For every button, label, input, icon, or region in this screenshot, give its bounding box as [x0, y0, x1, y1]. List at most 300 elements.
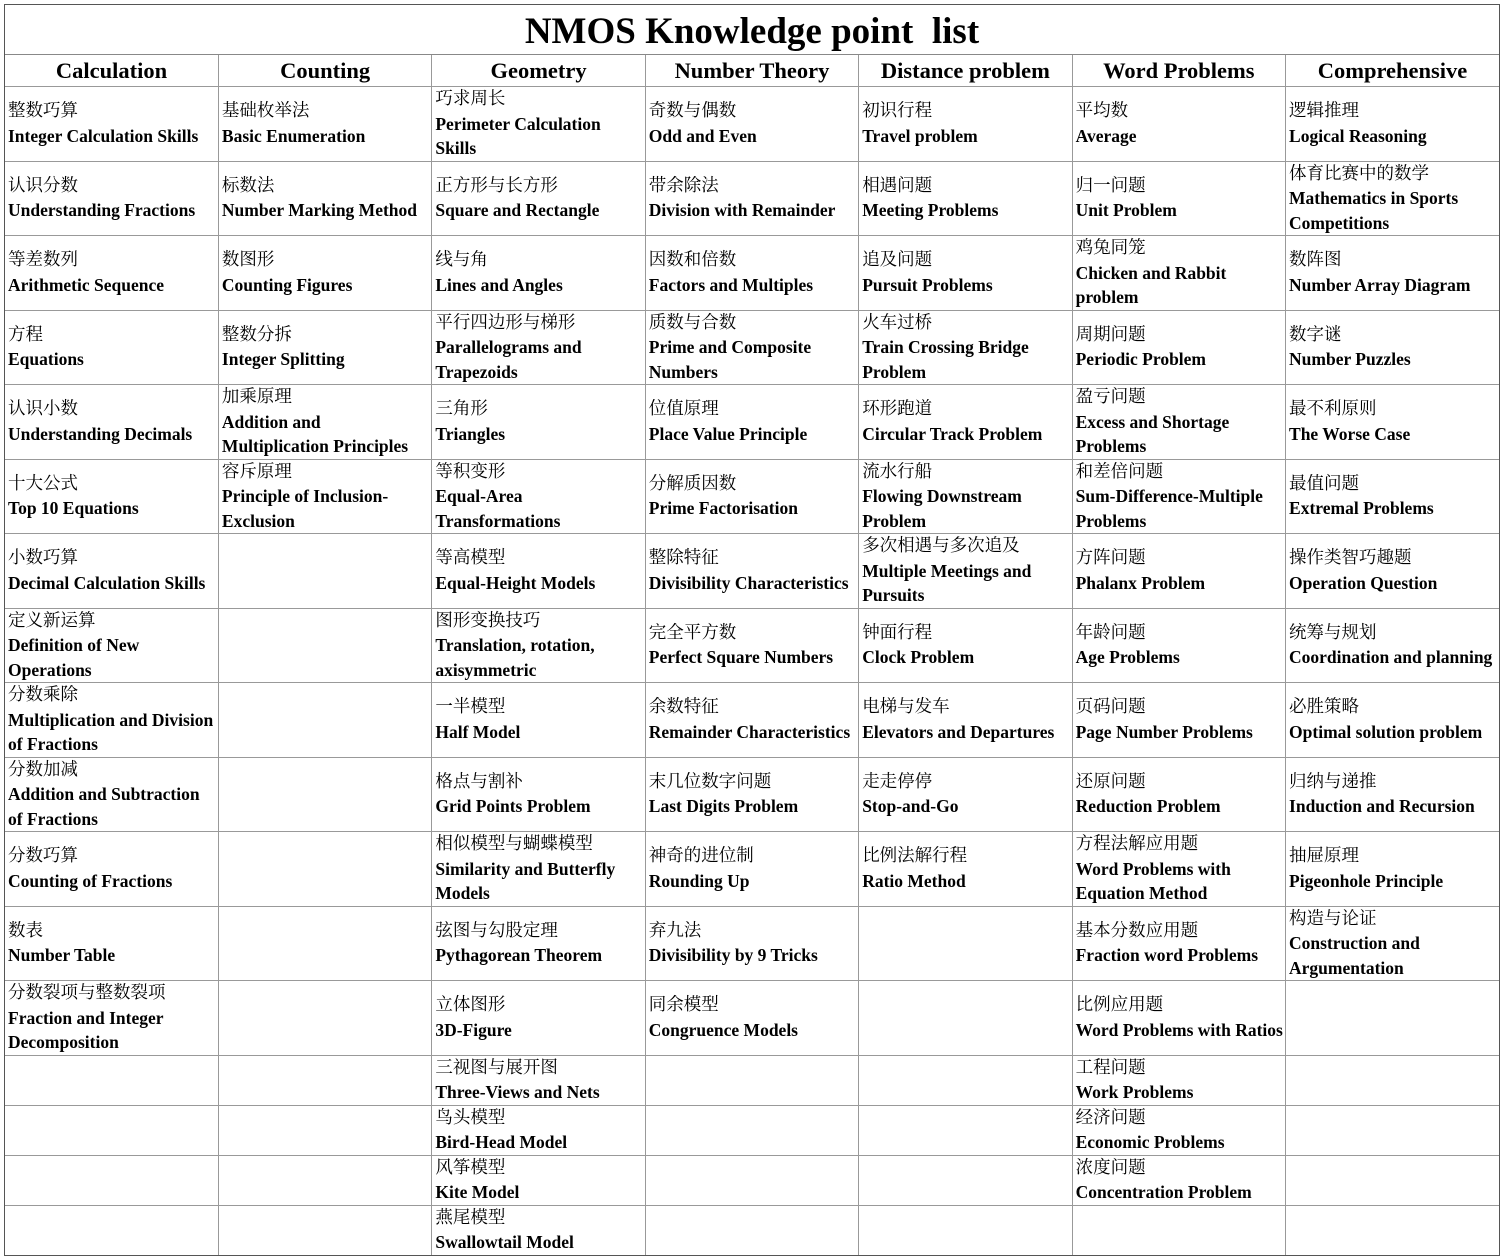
topic-chinese: 基础枚举法 [221, 101, 310, 122]
table-cell [1286, 981, 1499, 1056]
topic-english: Lines and Angles [435, 274, 563, 295]
topic-chinese: 经济问题 [1075, 1107, 1146, 1128]
topic-chinese: 风筝模型 [435, 1157, 506, 1178]
table-cell [1072, 906, 1285, 981]
topic-chinese: 加乘原理 [221, 387, 292, 407]
table-cell [645, 683, 858, 758]
topic-english: Counting Figures [221, 274, 353, 295]
table-cell [859, 1155, 1072, 1205]
table-cell [218, 757, 431, 832]
topic-chinese: 工程问题 [1075, 1057, 1146, 1078]
topic-chinese: 认识分数 [8, 175, 78, 196]
table-cell [645, 236, 858, 311]
table-cell [1286, 459, 1499, 534]
topic-english: Understanding Decimals [8, 423, 193, 444]
topic-english: Basic Enumeration [221, 125, 366, 146]
table-cell [1072, 1105, 1285, 1155]
table-cell [645, 1155, 858, 1205]
topic-english: Square and Rectangle [435, 200, 600, 221]
table-cell [859, 161, 1072, 236]
table-cell [432, 981, 645, 1056]
table-cell [218, 1055, 431, 1105]
topic-english: Fraction word Problems [1075, 945, 1259, 966]
topic-english: Meeting Problems [862, 200, 999, 221]
table-cell [218, 906, 431, 981]
topic-english: Page Number Problems [1075, 721, 1253, 742]
table-row [5, 608, 1499, 683]
table-cell [859, 1205, 1072, 1255]
topic-english: Addition and Subtraction of Fractions [8, 784, 200, 829]
topic-chinese: 归纳与递推 [1289, 771, 1377, 792]
topic-chinese: 燕尾模型 [435, 1207, 506, 1228]
topic-chinese: 定义新运算 [8, 610, 96, 631]
topic-chinese: 页码问题 [1075, 697, 1146, 718]
topic-english: Integer Calculation Skills [8, 125, 199, 146]
topic-chinese: 基本分数应用题 [1075, 920, 1199, 941]
topic-english: Definition of New Operations [8, 635, 140, 680]
topic-english: Economic Problems [1075, 1132, 1225, 1152]
table-cell [1072, 87, 1285, 162]
topic-english: Divisibility Characteristics [648, 572, 849, 593]
table-cell [5, 459, 218, 534]
table-cell [859, 385, 1072, 460]
topic-chinese: 立体图形 [435, 995, 506, 1016]
table-cell [645, 757, 858, 832]
table-cell [859, 1105, 1072, 1155]
topic-english: Ratio Method [862, 870, 966, 891]
topic-english: Parallelograms and Trapezoids [435, 337, 582, 382]
topic-chinese: 初识行程 [862, 101, 933, 122]
topic-chinese: 归一问题 [1075, 175, 1146, 196]
topic-english: The Worse Case [1289, 423, 1411, 444]
topic-chinese: 小数巧算 [8, 548, 78, 569]
table-cell [5, 385, 218, 460]
topic-chinese: 余数特征 [648, 697, 719, 718]
table-row [5, 906, 1499, 981]
topic-chinese: 线与角 [435, 250, 488, 271]
table-cell [1286, 161, 1499, 236]
topic-english: Principle of Inclusion-Exclusion [221, 486, 389, 531]
table-cell [218, 310, 431, 385]
topic-english: Work Problems [1075, 1082, 1194, 1102]
table-cell [218, 608, 431, 683]
table-cell [1286, 236, 1499, 311]
table-row [5, 161, 1499, 236]
table-cell [859, 87, 1072, 162]
topic-chinese: 相似模型与蝴蝶模型 [435, 834, 593, 854]
table-row [5, 310, 1499, 385]
topic-chinese: 构造与论证 [1289, 908, 1377, 929]
table-cell [5, 310, 218, 385]
table-row [5, 981, 1499, 1056]
table-cell [5, 1155, 218, 1205]
table-cell [432, 608, 645, 683]
table-cell [1072, 1055, 1285, 1105]
table-row [5, 757, 1499, 832]
topic-chinese: 末几位数字问题 [648, 771, 772, 792]
topic-english: Last Digits Problem [648, 796, 799, 817]
topic-english: Kite Model [435, 1182, 520, 1202]
table-cell [645, 1105, 858, 1155]
table-cell [645, 1205, 858, 1255]
topic-chinese: 质数与合数 [648, 312, 737, 333]
topic-chinese: 等差数列 [8, 250, 78, 271]
topic-chinese: 同余模型 [648, 995, 719, 1016]
topic-english: Extremal Problems [1289, 498, 1434, 519]
topic-english: Coordination and planning [1289, 647, 1493, 668]
topic-chinese: 周期问题 [1075, 324, 1146, 345]
topic-chinese: 最值问题 [1289, 473, 1360, 494]
topic-chinese: 抽屉原理 [1289, 846, 1360, 867]
topic-chinese: 弃九法 [648, 920, 702, 941]
topic-english: Top 10 Equations [8, 498, 139, 519]
table-cell [432, 385, 645, 460]
table-cell [432, 534, 645, 609]
topic-english: 3D-Figure [435, 1019, 512, 1040]
table-cell [432, 757, 645, 832]
topic-english: Sum-Difference-Multiple Problems [1075, 486, 1263, 531]
table-cell [1286, 608, 1499, 683]
topic-english: Bird-Head Model [435, 1132, 568, 1152]
table-cell [645, 385, 858, 460]
table-cell [5, 832, 218, 907]
topic-chinese: 比例法解行程 [862, 846, 968, 867]
topic-chinese: 十大公式 [8, 473, 78, 494]
table-cell [432, 1205, 645, 1255]
topic-english: Average [1075, 125, 1137, 146]
topic-english: Grid Points Problem [435, 796, 591, 817]
table-cell [218, 385, 431, 460]
topic-english: Decimal Calculation Skills [8, 572, 206, 593]
table-cell [5, 757, 218, 832]
column-header: Distance problem [859, 55, 1072, 87]
topic-chinese: 整数巧算 [8, 101, 78, 122]
topic-chinese: 必胜策略 [1289, 697, 1360, 718]
topic-english: Mathematics in Sports Competitions [1289, 188, 1459, 233]
topic-english: Counting of Fractions [8, 870, 173, 891]
knowledge-table [5, 55, 1499, 1255]
table-cell [5, 981, 218, 1056]
table-cell [645, 832, 858, 907]
topic-chinese: 整除特征 [648, 548, 719, 569]
topic-chinese: 容斥原理 [221, 461, 292, 482]
table-cell [1072, 236, 1285, 311]
table-cell [859, 832, 1072, 907]
topic-english: Congruence Models [648, 1019, 798, 1040]
table-cell [859, 236, 1072, 311]
header-row [5, 55, 1499, 87]
table-cell [645, 981, 858, 1056]
table-cell [645, 534, 858, 609]
topic-chinese: 数字谜 [1289, 324, 1342, 345]
topic-english: Equal-Height Models [435, 572, 596, 593]
topic-english: Swallowtail Model [435, 1232, 574, 1252]
topic-chinese: 分数裂项与整数裂项 [8, 983, 166, 1003]
topic-chinese: 追及问题 [862, 250, 933, 271]
table-row [5, 459, 1499, 534]
table-cell [432, 236, 645, 311]
table-cell [859, 757, 1072, 832]
table-cell [218, 87, 431, 162]
topic-chinese: 钟面行程 [862, 622, 933, 643]
topic-chinese: 平行四边形与梯形 [435, 312, 576, 333]
topic-chinese: 图形变换技巧 [435, 610, 541, 631]
topic-chinese: 等高模型 [435, 548, 506, 569]
column-header: Comprehensive [1286, 55, 1499, 87]
table-cell [432, 87, 645, 162]
topic-chinese: 分数乘除 [8, 685, 78, 705]
topic-chinese: 三角形 [435, 399, 488, 420]
column-header: Number Theory [645, 55, 858, 87]
table-cell [859, 1055, 1072, 1105]
topic-english: Construction and Argumentation [1289, 933, 1420, 978]
table-cell [1286, 1205, 1499, 1255]
topic-chinese: 比例应用题 [1075, 995, 1164, 1016]
topic-chinese: 多次相遇与多次追及 [862, 536, 1020, 556]
topic-english: Translation, rotation, axisymmetric [435, 635, 595, 680]
topic-english: Division with Remainder [648, 200, 836, 221]
table-cell [1072, 832, 1285, 907]
table-cell [432, 832, 645, 907]
topic-english: Word Problems with Equation Method [1075, 858, 1231, 903]
topic-english: Multiple Meetings and Pursuits [862, 560, 1032, 605]
topic-english: Reduction Problem [1075, 796, 1221, 817]
topic-english: Prime and Composite Numbers [648, 337, 812, 382]
topic-english: Chicken and Rabbit problem [1075, 262, 1227, 307]
table-cell [5, 161, 218, 236]
table-cell [218, 1205, 431, 1255]
table-row [5, 1105, 1499, 1155]
table-cell [1286, 310, 1499, 385]
table-cell [1072, 1205, 1285, 1255]
topic-english: Elevators and Departures [862, 721, 1055, 742]
table-cell [645, 1055, 858, 1105]
table-cell [432, 1055, 645, 1105]
table-body [5, 87, 1499, 1255]
table-cell [1072, 459, 1285, 534]
topic-chinese: 三视图与展开图 [435, 1057, 558, 1078]
topic-chinese: 分数加减 [8, 759, 78, 780]
topic-chinese: 和差倍问题 [1075, 461, 1164, 482]
topic-english: Half Model [435, 721, 521, 742]
topic-chinese: 方程法解应用题 [1075, 834, 1199, 854]
topic-chinese: 弦图与勾股定理 [435, 920, 558, 941]
table-cell [1072, 385, 1285, 460]
table-cell [859, 534, 1072, 609]
topic-chinese: 逻辑推理 [1289, 101, 1360, 122]
column-header: Word Problems [1072, 55, 1285, 87]
topic-chinese: 方程 [8, 324, 43, 345]
topic-english: Train Crossing Bridge Problem [862, 337, 1029, 382]
topic-english: Number Puzzles [1289, 349, 1411, 370]
topic-english: Flowing Downstream Problem [862, 486, 1022, 531]
table-cell [218, 832, 431, 907]
table-row [5, 1055, 1499, 1105]
table-row [5, 87, 1499, 162]
topic-english: Excess and Shortage Problems [1075, 411, 1230, 456]
topic-english: Logical Reasoning [1289, 125, 1427, 146]
table-cell [1286, 87, 1499, 162]
table-cell [1286, 757, 1499, 832]
column-header: Counting [218, 55, 431, 87]
topic-chinese: 方阵问题 [1075, 548, 1146, 569]
topic-chinese: 操作类智巧趣题 [1289, 548, 1412, 569]
topic-english: Clock Problem [862, 647, 975, 668]
table-cell [5, 1055, 218, 1105]
table-cell [859, 683, 1072, 758]
table-cell [5, 534, 218, 609]
table-cell [859, 981, 1072, 1056]
topic-chinese: 相遇问题 [862, 175, 933, 196]
topic-chinese: 数表 [8, 920, 43, 941]
table-cell [645, 906, 858, 981]
table-cell [218, 981, 431, 1056]
table-cell [432, 683, 645, 758]
topic-chinese: 平均数 [1075, 101, 1129, 122]
table-cell [1286, 1105, 1499, 1155]
topic-chinese: 最不利原则 [1289, 399, 1377, 420]
topic-chinese: 数阵图 [1289, 250, 1342, 271]
table-cell [432, 906, 645, 981]
table-cell [218, 1105, 431, 1155]
topic-english: Place Value Principle [648, 423, 808, 444]
table-cell [859, 310, 1072, 385]
table-cell [1286, 534, 1499, 609]
topic-english: Travel problem [862, 125, 978, 146]
topic-english: Equal-Area Transformations [435, 486, 561, 531]
topic-chinese: 完全平方数 [648, 622, 737, 643]
table-cell [1286, 906, 1499, 981]
table-cell [645, 608, 858, 683]
topic-english: Circular Track Problem [862, 423, 1043, 444]
table-cell [1072, 161, 1285, 236]
topic-english: Equations [8, 349, 84, 370]
table-cell [1072, 757, 1285, 832]
topic-english: Arithmetic Sequence [8, 274, 165, 295]
table-cell [645, 87, 858, 162]
column-header: Calculation [5, 55, 218, 87]
knowledge-point-sheet [4, 4, 1500, 1256]
topic-english: Optimal solution problem [1289, 721, 1483, 742]
topic-chinese: 统筹与规划 [1289, 622, 1377, 643]
topic-chinese: 正方形与长方形 [435, 175, 558, 196]
topic-english: Pythagorean Theorem [435, 945, 603, 966]
topic-chinese: 还原问题 [1075, 771, 1146, 792]
topic-english: Pigeonhole Principle [1289, 870, 1444, 891]
table-row [5, 683, 1499, 758]
topic-chinese: 火车过桥 [862, 312, 933, 333]
topic-chinese: 流水行船 [862, 461, 933, 482]
topic-chinese: 年龄问题 [1075, 622, 1146, 643]
topic-chinese: 整数分拆 [221, 324, 292, 345]
table-cell [218, 236, 431, 311]
topic-english: Odd and Even [648, 125, 757, 146]
topic-chinese: 分数巧算 [8, 846, 78, 867]
column-header: Geometry [432, 55, 645, 87]
table-cell [5, 683, 218, 758]
topic-english: Number Table [8, 945, 116, 966]
topic-english: Remainder Characteristics [648, 721, 851, 742]
topic-english: Integer Splitting [221, 349, 345, 370]
topic-english: Concentration Problem [1075, 1182, 1252, 1202]
topic-english: Number Marking Method [221, 200, 418, 221]
topic-chinese: 等积变形 [435, 461, 506, 482]
table-cell [218, 459, 431, 534]
table-cell [5, 608, 218, 683]
topic-english: Stop-and-Go [862, 796, 959, 817]
topic-chinese: 认识小数 [8, 399, 78, 420]
table-cell [1286, 683, 1499, 758]
table-cell [1072, 534, 1285, 609]
topic-chinese: 巧求周长 [435, 89, 506, 109]
topic-chinese: 因数和倍数 [648, 250, 737, 271]
table-cell [218, 683, 431, 758]
topic-english: Triangles [435, 423, 506, 444]
topic-english: Age Problems [1075, 647, 1180, 668]
topic-chinese: 鸡兔同笼 [1075, 238, 1146, 258]
topic-chinese: 浓度问题 [1075, 1157, 1146, 1178]
topic-english: Rounding Up [648, 870, 750, 891]
table-cell [218, 161, 431, 236]
topic-chinese: 带余除法 [648, 175, 719, 196]
table-cell [859, 906, 1072, 981]
topic-english: Three-Views and Nets [435, 1082, 600, 1102]
topic-english: Periodic Problem [1075, 349, 1207, 370]
table-cell [432, 459, 645, 534]
table-cell [859, 608, 1072, 683]
table-cell [432, 1105, 645, 1155]
topic-chinese: 鸟头模型 [435, 1107, 506, 1128]
topic-english: Unit Problem [1075, 200, 1177, 221]
table-cell [5, 1105, 218, 1155]
table-cell [218, 1155, 431, 1205]
table-cell [1072, 1155, 1285, 1205]
table-cell [859, 459, 1072, 534]
table-cell [1286, 832, 1499, 907]
topic-english: Prime Factorisation [648, 498, 798, 519]
topic-chinese: 标数法 [221, 175, 275, 196]
topic-chinese: 盈亏问题 [1075, 387, 1146, 407]
table-cell [432, 161, 645, 236]
topic-english: Phalanx Problem [1075, 572, 1206, 593]
table-cell [1072, 981, 1285, 1056]
topic-chinese: 环形跑道 [862, 399, 933, 420]
table-cell [645, 459, 858, 534]
table-cell [1072, 683, 1285, 758]
table-row [5, 385, 1499, 460]
page-title: NMOS Knowledge point list [5, 5, 1499, 55]
table-cell [1072, 608, 1285, 683]
topic-english: Operation Question [1289, 572, 1438, 593]
table-row [5, 236, 1499, 311]
topic-chinese: 体育比赛中的数学 [1289, 163, 1430, 184]
topic-english: Understanding Fractions [8, 200, 196, 221]
table-row [5, 1155, 1499, 1205]
topic-chinese: 数图形 [221, 250, 275, 271]
table-cell [1286, 1155, 1499, 1205]
topic-english: Multiplication and Division of Fractions [8, 709, 214, 754]
topic-english: Perfect Square Numbers [648, 647, 834, 668]
topic-english: Word Problems with Ratios [1075, 1019, 1283, 1040]
topic-chinese: 奇数与偶数 [648, 101, 737, 122]
topic-chinese: 分解质因数 [648, 473, 737, 494]
table-cell [1286, 1055, 1499, 1105]
topic-english: Factors and Multiples [648, 274, 814, 295]
topic-chinese: 格点与割补 [435, 771, 523, 792]
table-cell [5, 1205, 218, 1255]
table-row [5, 832, 1499, 907]
topic-chinese: 位值原理 [648, 399, 719, 420]
